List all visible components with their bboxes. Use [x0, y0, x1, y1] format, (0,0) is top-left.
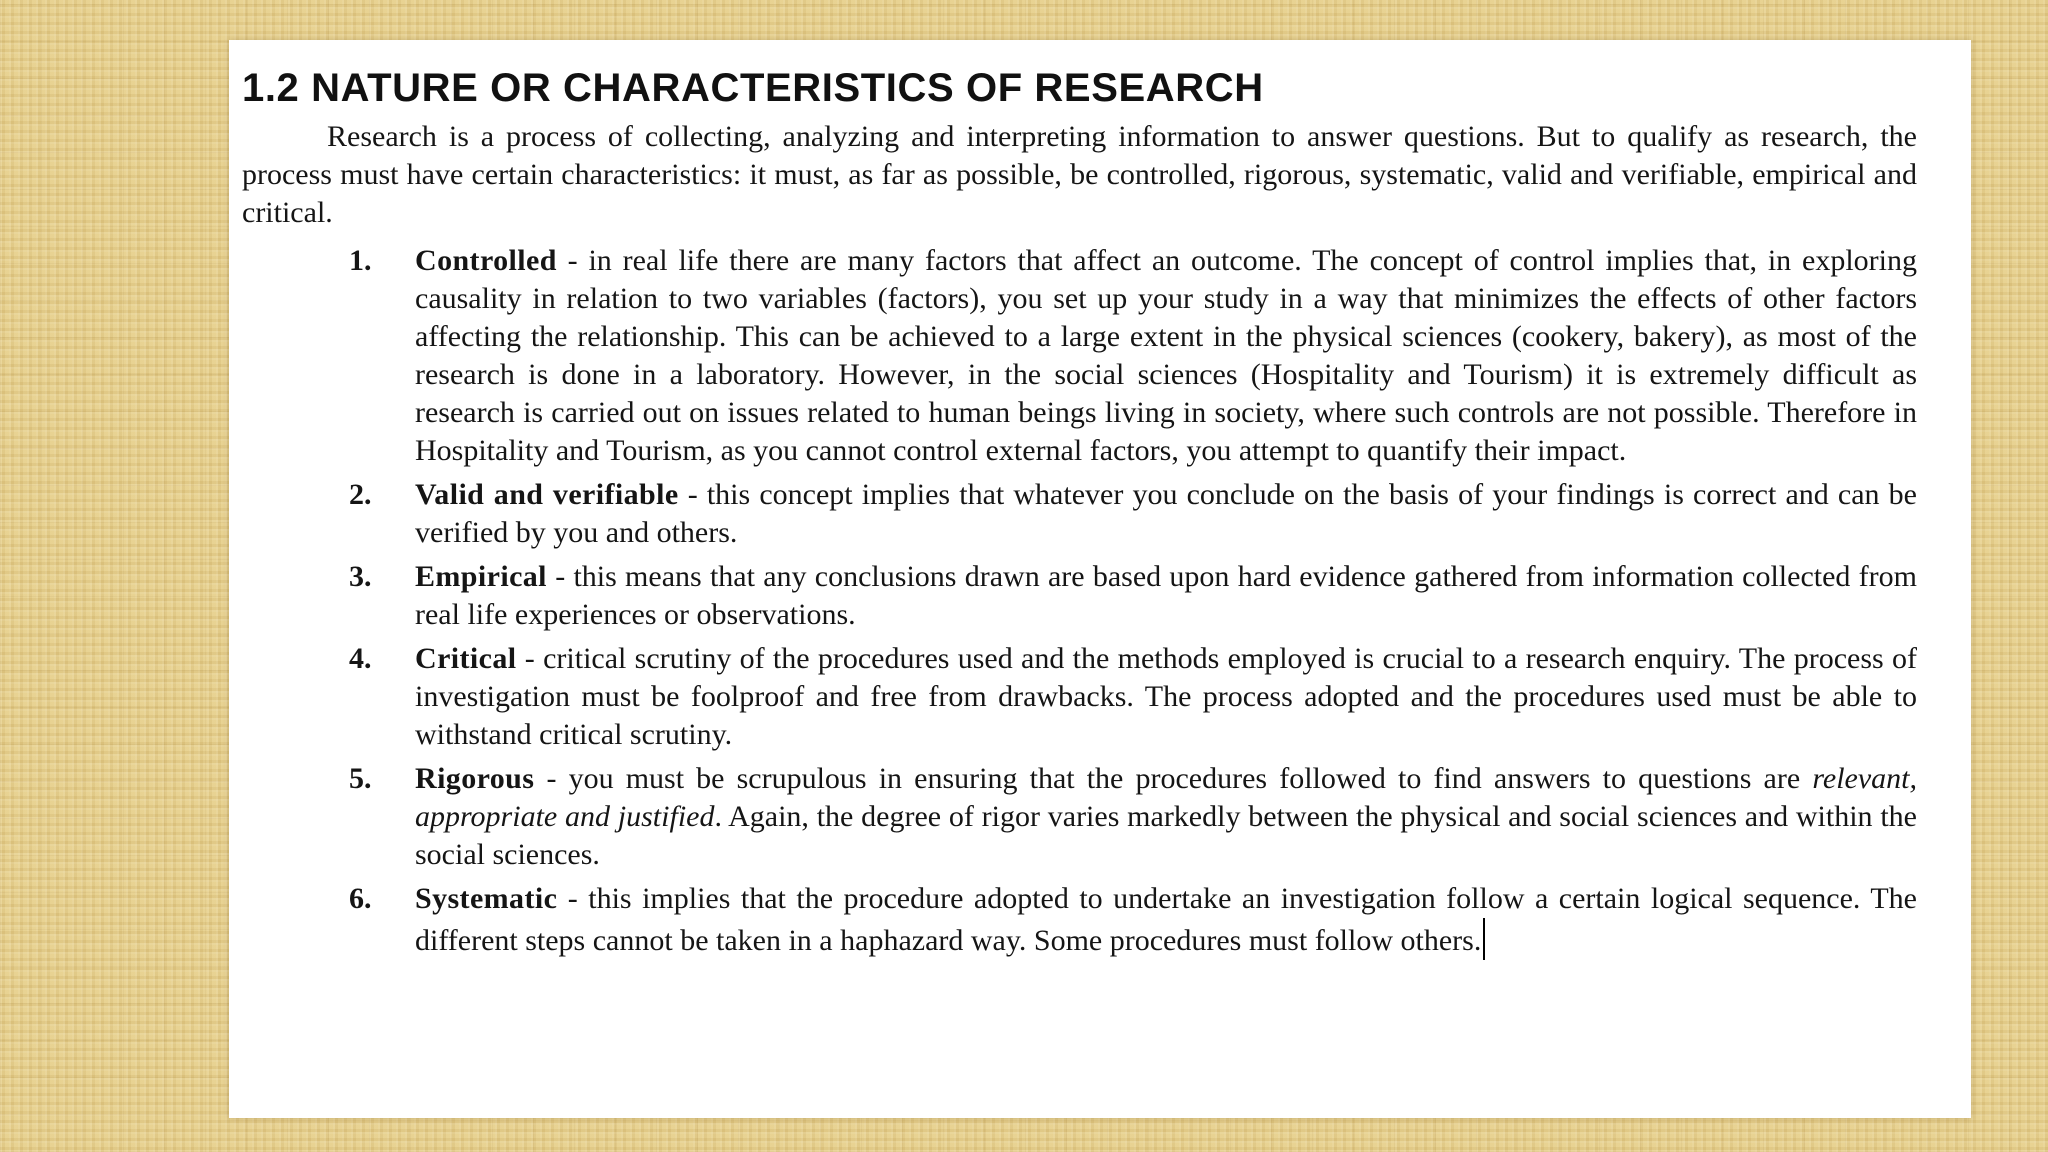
- item-description: - this means that any conclusions drawn are based upon hard evidence gathered from information collected from real life experiences or observations.: [415, 560, 1917, 631]
- item-term: Valid and verifiable: [415, 478, 679, 511]
- list-item-rigorous: [349, 760, 1917, 874]
- document-page: [229, 40, 1971, 1118]
- item-term: Critical: [415, 642, 517, 675]
- intro-paragraph: Research is a process of collecting, analyzing and interpreting information to answer questions. But to qualify as research, the process must have certain characteristics: it must, as far as possible, be controlled, rigorous, systematic, valid and verifiable, empirical and critical.: [242, 120, 1917, 229]
- item-term: Rigorous: [415, 762, 535, 795]
- item-description: - in real life there are many factors that affect an outcome. The concept of control implies that, in exploring causality in relation to two variables (factors), you set up your study in a way that minimizes the effects of other factors affecting the relationship. This can be achieved to a large extent in the physical sciences (cookery, bakery), as most of the research is done in a laboratory. However, in the social sciences (Hospitality and Tourism) it is extremely difficult as research is carried out on issues related to human beings living in society, where such controls are not possible. Therefore in Hospitality and Tourism, as you cannot control external factors, you attempt to quantify their impact.: [415, 244, 1917, 467]
- item-description: - this concept implies that whatever you conclude on the basis of your findings is correct and can be verified by you and others.: [415, 478, 1917, 549]
- item-number: 6.: [349, 882, 372, 915]
- item-description: - this implies that the procedure adopted to undertake an investigation follow a certain logical sequence. The different steps cannot be taken in a haphazard way. Some procedures must follow others.: [415, 882, 1917, 957]
- list-item-systematic: [349, 880, 1917, 960]
- section-heading: 1.2 NATURE OR CHARACTERISTICS OF RESEARCH: [242, 66, 1264, 110]
- list-item-critical: [349, 640, 1917, 754]
- list-item-valid-and-verifiable: [349, 476, 1917, 552]
- item-number: 3.: [349, 560, 372, 593]
- item-description: - you must be scrupulous in ensuring that the procedures followed to find answers to questions are: [534, 762, 1813, 795]
- item-term: Controlled: [415, 244, 557, 277]
- item-number: 5.: [349, 762, 372, 795]
- list-item-empirical: [349, 558, 1917, 634]
- item-description-end: . Again, the degree of rigor varies markedly between the physical and social sciences and within the social sciences.: [415, 800, 1917, 871]
- text-cursor: [1483, 918, 1485, 960]
- item-number: 1.: [349, 244, 372, 277]
- item-emphasis: relevant, appropriate and justified: [415, 762, 1917, 833]
- list-item-controlled: [349, 242, 1917, 470]
- item-description: - critical scrutiny of the procedures used and the methods employed is crucial to a research enquiry. The process of investigation must be foolproof and free from drawbacks. The process adopted and the procedures used must be able to withstand critical scrutiny.: [415, 642, 1917, 751]
- item-number: 4.: [349, 642, 372, 675]
- characteristics-list: [242, 242, 1917, 960]
- item-number: 2.: [349, 478, 372, 511]
- item-term: Systematic: [415, 882, 558, 915]
- item-term: Empirical: [415, 560, 547, 593]
